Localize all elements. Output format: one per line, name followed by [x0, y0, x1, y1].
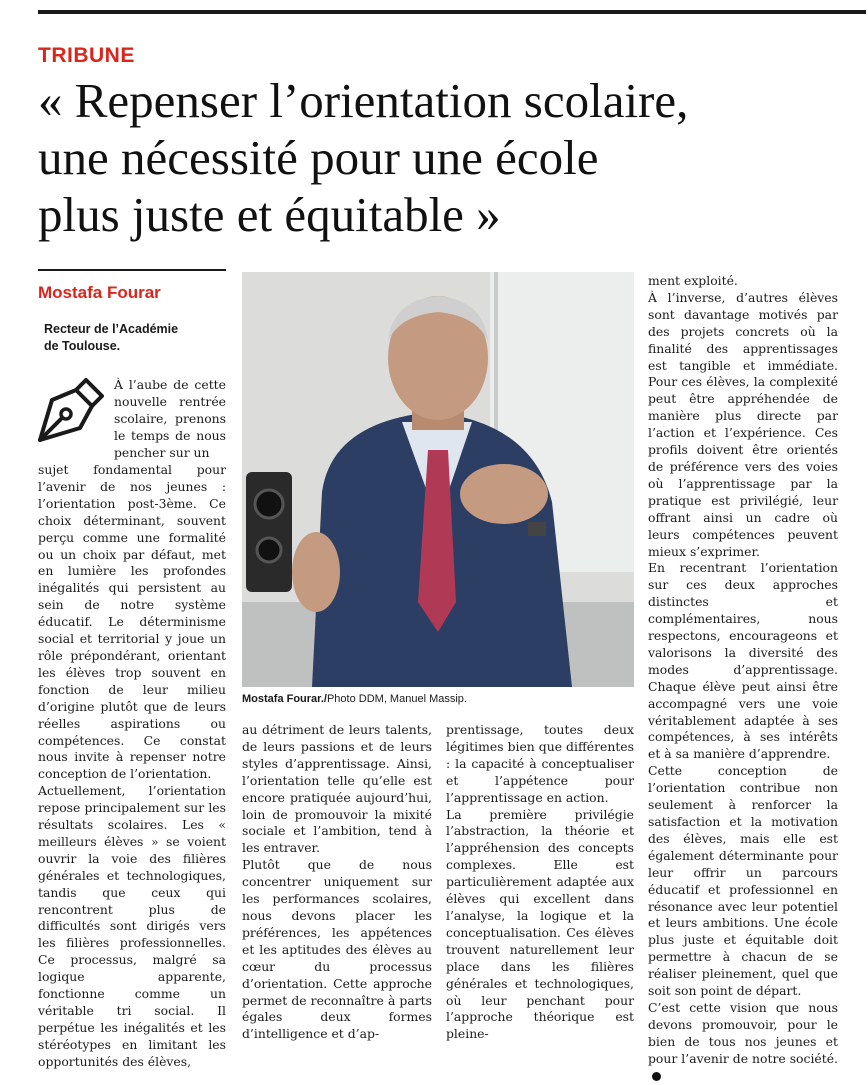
paragraph: À l’inverse, d’autres élèves sont davantage motivés par des projets concrets où la finalité des apprentissages est tangible et immédiate. Pour ces élèves, la complexité peut être appréhendée de manière plus directe par l’action et l’expérience. Ces profils doivent être orientés de préférence vers des voies où l’apprentissage par la pratique est privilégié, leur offrant ainsi un cadre où leurs compétences peuvent mieux s’exprimer.: [648, 289, 838, 559]
rubric-label: TRIBUNE: [38, 44, 135, 67]
column-1: [38, 462, 226, 1071]
headline-line-2: une nécessité pour une école: [38, 130, 599, 185]
photo-caption: [242, 693, 634, 705]
closing-text: C’est cette vision que nous devons promouvoir, pour le bien de tous nos jeunes et pour l’avenir de notre société.: [648, 999, 838, 1066]
end-of-article-dot-icon: [652, 1072, 661, 1081]
top-rule: [38, 10, 866, 14]
author-rule: [38, 269, 226, 271]
paragraph: Cette conception de l’orientation contribue non seulement à renforcer la satisfaction et la motivation des élèves, mais elle est également déterminante pour leur offrir un parcours éducatif et professionnel en résonance avec leur potentiel et leurs ambitions. Une école plus juste et équitable doit permettre à chacun de se réaliser pleinement, quel que soit son point de départ.: [648, 763, 838, 999]
intro-paragraph: À l’aube de cette nouvelle rentrée scolaire, prenons le temps de nous pencher sur un: [114, 377, 226, 460]
paragraph: En recentrant l’orientation sur ces deux approches distinctes et complémentaires, nous respectons, encourageons et valorisons la diversité des modes d’apprentissage. Chaque élève peut ainsi être accompagné vers une voie véritablement adaptée à ses compétences, à ses intérêts et à sa manière d’apprendre.: [648, 560, 838, 762]
author-title-line-2: de Toulouse.: [44, 339, 121, 353]
caption-credit: Photo DDM, Manuel Massip.: [326, 693, 467, 705]
paragraph: prentissage, toutes deux légitimes bien que différentes : la capacité à conceptualiser et l’appétence pour l’apprentissage en action.: [446, 722, 634, 805]
fountain-pen-nib-icon: [34, 374, 108, 448]
author-photo: [242, 272, 634, 687]
paragraph: Plutôt que de nous concentrer uniquement sur les performances scolaires, nous devons placer les préférences, les appétences et les aptitudes des élèves au cœur du processus d’orientation. Cette approche permet de reconnaître à parts égales deux formes d’intelligence et d’ap-: [242, 857, 432, 1042]
caption-name: Mostafa Fourar./: [242, 693, 327, 705]
author-title-line-1: Recteur de l’Académie: [44, 322, 179, 336]
paragraph: sujet fondamental pour l’avenir de nos jeunes : l’orientation post-3ème. Ce choix déterminant, souvent perçu comme une formalité ou un choix par défaut, met en lumière les profondes inégalités qui persistent au sein de notre système éducatif. Le déterminisme social et territorial y joue un rôle prépondérant, orientant les élèves trop souvent en fonction de leur milieu d’origine plutôt que de leurs réelles aspirations ou compétences. Ce constat nous invite à repenser notre conception de l’orientation.: [38, 462, 226, 782]
headline: [38, 72, 868, 243]
closing-paragraph: [648, 1000, 838, 1085]
column-2: [242, 722, 432, 1043]
column-3: [446, 722, 634, 1043]
headline-line-3: plus juste et équitable »: [38, 187, 501, 242]
author-portrait: [242, 272, 634, 687]
headline-line-1: « Repenser l’orientation scolaire,: [38, 73, 689, 128]
author-title: [44, 321, 224, 355]
paragraph: Actuellement, l’orientation repose principalement sur les résultats scolaires. Les « meilleurs élèves » se voient ouvrir la voie des filières générales et technologiques, tandis que ceux qui rencontrent plus de difficultés sont dirigés vers les filières professionnelles. Ce processus, malgré sa logique apparente, fonctionne comme un véritable tri social. Il perpétue les inégalités et les stéréotypes en limitant les opportunités des élèves,: [38, 783, 226, 1069]
column-4: [648, 273, 838, 1085]
paragraph: La première privilégie l’abstraction, la théorie et l’appréhension des concepts complexes. Elle est particulièrement adaptée aux élèves qui excellent dans l’analyse, la logique et la conceptualisation. Ces élèves trouvent naturellement leur place dans les filières générales et technologiques, où leur penchant pour l’approche théorique est pleine-: [446, 806, 634, 1042]
column-1-intro: [114, 377, 226, 462]
paragraph: au détriment de leurs talents, de leurs passions et de leurs styles d’apprentissage. Ainsi, l’orientation telle qu’elle est encore pratiquée aujourd’hui, loin de promouvoir la mixité sociale et l’ambition, tend à les entraver.: [242, 722, 432, 856]
author-name: Mostafa Fourar: [38, 283, 161, 302]
paragraph: ment exploité.: [648, 273, 738, 288]
